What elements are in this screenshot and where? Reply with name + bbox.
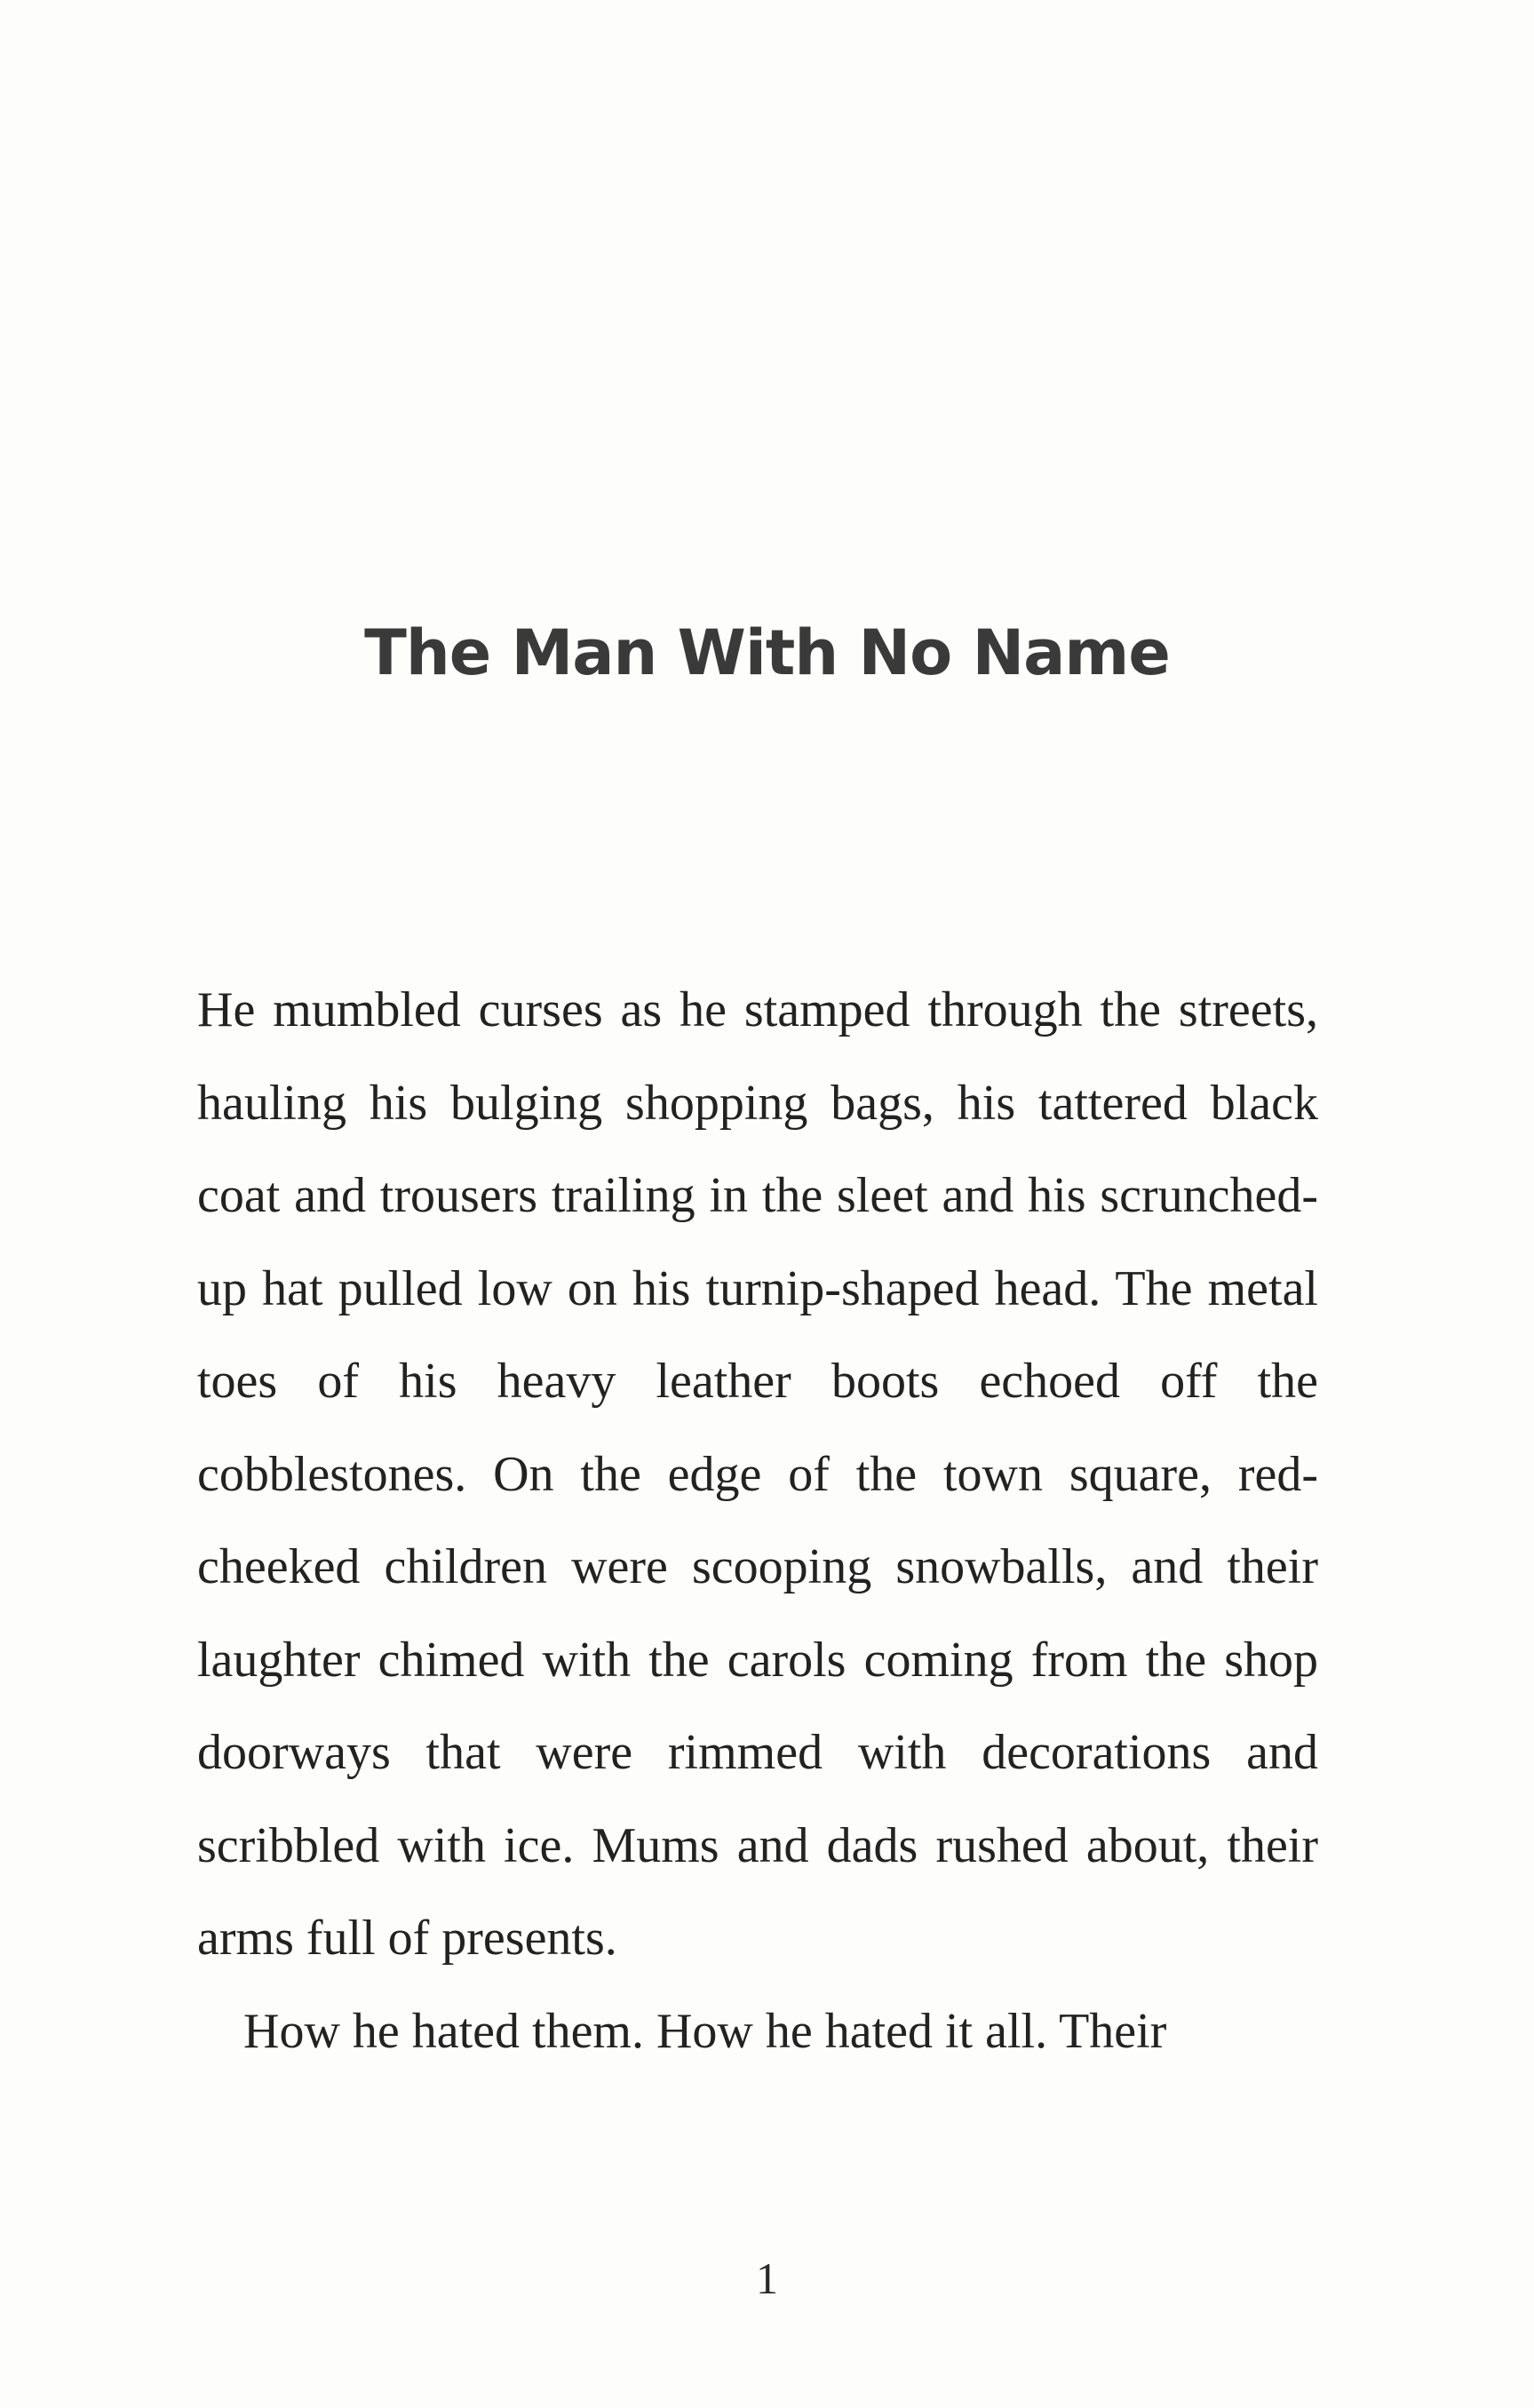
paragraph-2: How he hated them. How he hated it all. Their: [243, 2003, 1167, 2059]
body-text: [197, 964, 1318, 2078]
chapter-title: The Man With No Name: [364, 616, 1170, 689]
page-number: 1: [756, 2253, 778, 2303]
paragraph-1: He mumbled curses as he stamped through the streets, hauling his bulging shopping bags, his tattered black coat and trousers trailing in the sleet and his scrunched-up hat pulled low on his turnip-shaped head. The metal toes of his heavy leather boots echoed off the cobblestones. On the edge of the town square, red-cheeked children were scooping snowballs, and their laughter chimed with the carols coming from the shop doorways that were rimmed with decorations and scribbled with ice. Mums and dads rushed about, their arms full of presents.: [197, 982, 1318, 1966]
